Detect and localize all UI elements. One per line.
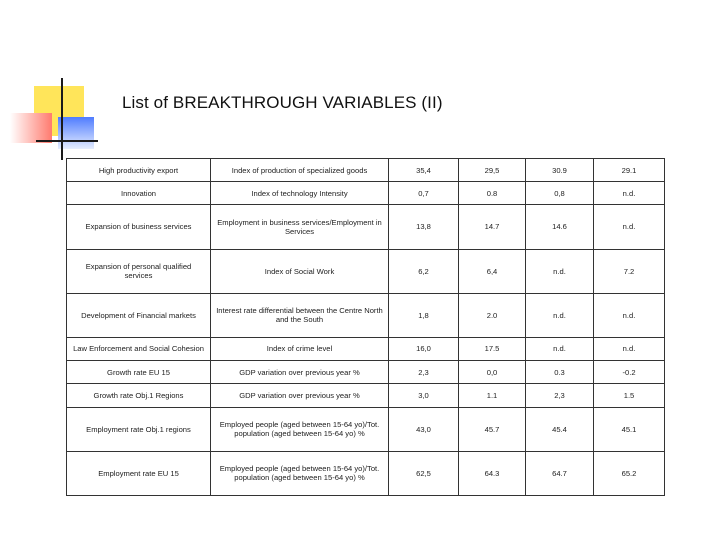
table-row	[67, 337, 665, 360]
table-row	[67, 384, 665, 407]
value-cell: 0.3	[526, 361, 594, 384]
value-cell: 1.5	[594, 384, 665, 407]
value-cell: -0.2	[594, 361, 665, 384]
value-cell: 2.0	[459, 293, 526, 337]
value-cell: 65.2	[594, 451, 665, 495]
table-row	[67, 249, 665, 293]
breakthrough-variables-table	[66, 158, 665, 496]
indicator-cell: Employed people (aged between 15-64 yo)/Tot. population (aged between 15-64 yo) %	[211, 407, 389, 451]
indicator-cell: GDP variation over previous year %	[211, 384, 389, 407]
variable-cell: Law Enforcement and Social Cohesion	[67, 337, 211, 360]
indicator-cell: GDP variation over previous year %	[211, 361, 389, 384]
value-cell: 14.6	[526, 205, 594, 249]
indicator-cell: Index of technology Intensity	[211, 182, 389, 205]
decor-horizontal-line	[36, 140, 98, 142]
value-cell: n.d.	[594, 293, 665, 337]
variable-cell: High productivity export	[67, 159, 211, 182]
value-cell: 0.8	[459, 182, 526, 205]
value-cell: 0,8	[526, 182, 594, 205]
value-cell: 6,4	[459, 249, 526, 293]
value-cell: 45.7	[459, 407, 526, 451]
table-body	[67, 159, 665, 496]
value-cell: 62,5	[389, 451, 459, 495]
value-cell: 0,7	[389, 182, 459, 205]
variable-cell: Expansion of business services	[67, 205, 211, 249]
value-cell: 64.7	[526, 451, 594, 495]
value-cell: n.d.	[526, 337, 594, 360]
table-row	[67, 159, 665, 182]
value-cell: 30.9	[526, 159, 594, 182]
value-cell: 64.3	[459, 451, 526, 495]
table-row	[67, 361, 665, 384]
variable-cell: Development of Financial markets	[67, 293, 211, 337]
variable-cell: Innovation	[67, 182, 211, 205]
decor-vertical-line	[61, 78, 63, 160]
indicator-cell: Employed people (aged between 15-64 yo)/Tot. population (aged between 15-64 yo) %	[211, 451, 389, 495]
value-cell: 3,0	[389, 384, 459, 407]
value-cell: 2,3	[389, 361, 459, 384]
value-cell: 14.7	[459, 205, 526, 249]
indicator-cell: Index of Social Work	[211, 249, 389, 293]
value-cell: 1.1	[459, 384, 526, 407]
value-cell: 29.1	[594, 159, 665, 182]
value-cell: 43,0	[389, 407, 459, 451]
indicator-cell: Employment in business services/Employment in Services	[211, 205, 389, 249]
value-cell: 29,5	[459, 159, 526, 182]
table-row	[67, 182, 665, 205]
value-cell: n.d.	[594, 182, 665, 205]
variable-cell: Employment rate EU 15	[67, 451, 211, 495]
variable-cell: Growth rate EU 15	[67, 361, 211, 384]
decor-blue-gradient	[58, 117, 94, 149]
slide-title: List of BREAKTHROUGH VARIABLES (II)	[122, 93, 443, 112]
value-cell: n.d.	[594, 337, 665, 360]
decor-red-gradient	[10, 113, 52, 143]
variable-cell: Growth rate Obj.1 Regions	[67, 384, 211, 407]
table-row	[67, 451, 665, 495]
value-cell: 2,3	[526, 384, 594, 407]
value-cell: 13,8	[389, 205, 459, 249]
value-cell: 45.4	[526, 407, 594, 451]
indicator-cell: Index of crime level	[211, 337, 389, 360]
value-cell: 0,0	[459, 361, 526, 384]
indicator-cell: Index of production of specialized goods	[211, 159, 389, 182]
table-row	[67, 205, 665, 249]
value-cell: n.d.	[526, 293, 594, 337]
value-cell: n.d.	[526, 249, 594, 293]
value-cell: 45.1	[594, 407, 665, 451]
value-cell: 1,8	[389, 293, 459, 337]
indicator-cell: Interest rate differential between the Centre North and the South	[211, 293, 389, 337]
value-cell: n.d.	[594, 205, 665, 249]
table-row	[67, 293, 665, 337]
table-row	[67, 407, 665, 451]
variable-cell: Expansion of personal qualified services	[67, 249, 211, 293]
value-cell: 7.2	[594, 249, 665, 293]
value-cell: 35,4	[389, 159, 459, 182]
variable-cell: Employment rate Obj.1 regions	[67, 407, 211, 451]
value-cell: 16,0	[389, 337, 459, 360]
value-cell: 6,2	[389, 249, 459, 293]
value-cell: 17.5	[459, 337, 526, 360]
